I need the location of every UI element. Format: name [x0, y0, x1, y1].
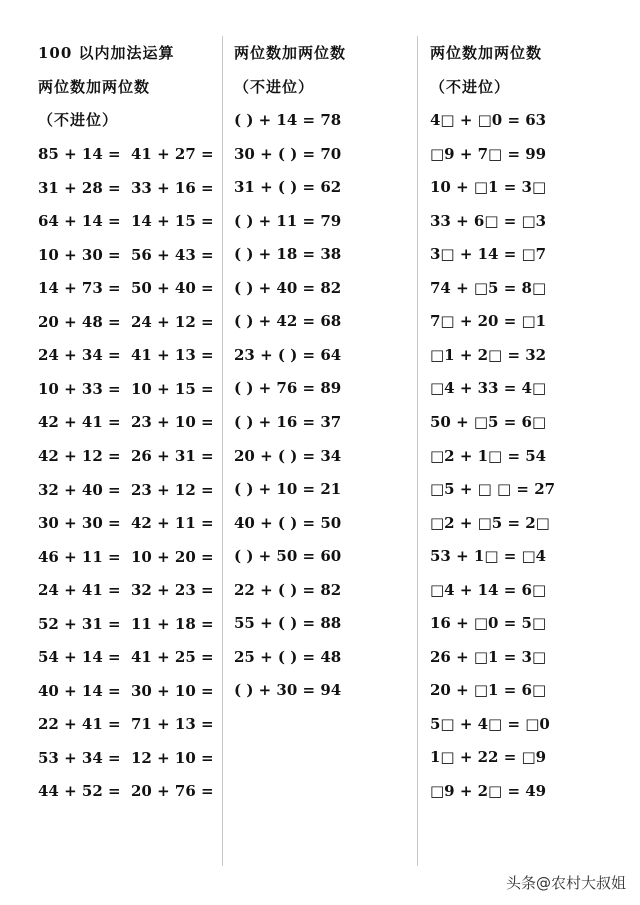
- problem-row: [38, 245, 218, 265]
- digit-box-problem: 7□ + 20 = □1: [430, 312, 547, 331]
- problem-row: [38, 614, 218, 634]
- problem-row: [38, 781, 218, 801]
- problem: 10 + 33 =: [38, 379, 121, 398]
- problem: 14 + 15 =: [131, 212, 214, 231]
- watermark: 头条@农村大叔姐: [505, 874, 626, 892]
- column-3-title: 两位数加两位数: [430, 44, 543, 62]
- digit-box-problem: □2 + □5 = 2□: [430, 513, 550, 532]
- fill-in-problem: ( ) + 11 = 79: [234, 211, 342, 230]
- problem: 30 + 30 =: [38, 514, 121, 533]
- problem: 32 + 23 =: [131, 581, 214, 600]
- problem: 56 + 43 =: [131, 245, 214, 264]
- problem: 41 + 25 =: [131, 648, 214, 667]
- fill-in-problem: ( ) + 76 = 89: [234, 379, 342, 398]
- problem: 32 + 40 =: [38, 480, 121, 499]
- problem: 54 + 14 =: [38, 648, 121, 667]
- problem: 85 + 14 =: [38, 145, 121, 163]
- problem-row: [38, 681, 218, 701]
- problem: 42 + 11 =: [131, 514, 214, 533]
- problem-row: [38, 345, 218, 365]
- fill-in-problem: 55 + ( ) = 88: [234, 614, 342, 633]
- fill-in-problem: ( ) + 18 = 38: [234, 245, 342, 264]
- fill-in-problem: 22 + ( ) = 82: [234, 580, 342, 599]
- digit-box-problem: 50 + □5 = 6□: [430, 412, 547, 431]
- problem: 30 + 10 =: [131, 681, 214, 700]
- problem: 26 + 31 =: [131, 446, 214, 465]
- problem: 11 + 18 =: [131, 614, 214, 633]
- digit-box-problem: □2 + 1□ = 54: [430, 446, 547, 465]
- problem: 33 + 16 =: [131, 178, 214, 197]
- column-3-note: （不进位）: [430, 78, 511, 96]
- problem: 20 + 48 =: [38, 312, 121, 331]
- digit-box-problem: 1□ + 22 = □9: [430, 748, 547, 767]
- digit-box-problem: 4□ + □0 = 63: [430, 111, 547, 129]
- problem-row: [38, 312, 218, 332]
- fill-in-problem: 23 + ( ) = 64: [234, 345, 342, 364]
- column-1-title: 100 以内加法运算: [38, 44, 175, 62]
- problem-row: [38, 714, 218, 734]
- problem-row: [38, 211, 218, 231]
- problem-row: [38, 480, 218, 500]
- problem: 23 + 12 =: [131, 480, 214, 499]
- problem-row: [38, 547, 218, 567]
- problem: 64 + 14 =: [38, 212, 121, 231]
- fill-in-problem: 31 + ( ) = 62: [234, 178, 342, 197]
- problem-row: [38, 379, 218, 399]
- digit-box-problem: □1 + 2□ = 32: [430, 345, 547, 364]
- problem: 20 + 76 =: [131, 782, 214, 801]
- problem-row: [38, 144, 218, 164]
- fill-in-problem: 30 + ( ) = 70: [234, 144, 342, 163]
- problem: 42 + 41 =: [38, 413, 121, 432]
- digit-box-problem: 20 + □1 = 6□: [430, 681, 547, 700]
- fill-in-problem: ( ) + 42 = 68: [234, 312, 342, 331]
- problem: 22 + 41 =: [38, 715, 121, 734]
- digit-box-problem: □4 + 33 = 4□: [430, 379, 547, 398]
- digit-box-problem: □4 + 14 = 6□: [430, 580, 547, 599]
- problem: 10 + 30 =: [38, 245, 121, 264]
- problem-row: [38, 446, 218, 466]
- digit-box-problem: 5□ + 4□ = □0: [430, 714, 550, 733]
- column-divider-1: [222, 36, 223, 866]
- digit-box-problem: 26 + □1 = 3□: [430, 647, 547, 666]
- problem-row: [38, 278, 218, 298]
- problem: 23 + 10 =: [131, 413, 214, 432]
- digit-box-problem: 33 + 6□ = □3: [430, 211, 547, 230]
- digit-box-problem: □9 + 7□ = 99: [430, 144, 547, 163]
- problem: 53 + 34 =: [38, 748, 121, 767]
- fill-in-problem: 40 + ( ) = 50: [234, 513, 342, 532]
- problem: 12 + 10 =: [131, 748, 214, 767]
- problem-row: [38, 513, 218, 533]
- fill-in-problem: ( ) + 40 = 82: [234, 278, 342, 297]
- problem: 40 + 14 =: [38, 681, 121, 700]
- problem: 41 + 13 =: [131, 346, 214, 365]
- problem-row: [38, 412, 218, 432]
- digit-box-problem: 3□ + 14 = □7: [430, 245, 547, 264]
- digit-box-problem: □5 + □ □ = 27: [430, 480, 556, 499]
- problem: 14 + 73 =: [38, 279, 121, 298]
- digit-box-problem: 53 + 1□ = □4: [430, 547, 547, 566]
- column-divider-2: [417, 36, 418, 866]
- problem: 24 + 12 =: [131, 312, 214, 331]
- problem: 44 + 52 =: [38, 782, 121, 801]
- problem-row: [38, 178, 218, 198]
- problem-row: [38, 748, 218, 768]
- fill-in-problem: ( ) + 16 = 37: [234, 412, 342, 431]
- problem: 71 + 13 =: [131, 715, 214, 734]
- column-2-title: 两位数加两位数: [234, 44, 347, 62]
- problem: 24 + 34 =: [38, 346, 121, 365]
- problem: 41 + 27 =: [131, 145, 214, 163]
- problem: 24 + 41 =: [38, 581, 121, 600]
- digit-box-problem: 10 + □1 = 3□: [430, 178, 547, 197]
- digit-box-problem: □9 + 2□ = 49: [430, 782, 547, 800]
- fill-in-problem: ( ) + 50 = 60: [234, 547, 342, 566]
- fill-in-problem: ( ) + 30 = 94: [234, 681, 342, 700]
- problem: 52 + 31 =: [38, 614, 121, 633]
- column-1-subtitle: 两位数加两位数: [38, 78, 151, 96]
- problem: 10 + 20 =: [131, 547, 214, 566]
- problem-row: [38, 647, 218, 667]
- digit-box-problem: 74 + □5 = 8□: [430, 278, 547, 297]
- fill-in-problem: ( ) + 14 = 78: [234, 111, 342, 129]
- fill-in-problem: ( ) + 10 = 21: [234, 480, 342, 499]
- problem: 50 + 40 =: [131, 279, 214, 298]
- problem-row: [38, 580, 218, 600]
- column-1-note: （不进位）: [38, 111, 119, 129]
- problem: 42 + 12 =: [38, 446, 121, 465]
- problem: 10 + 15 =: [131, 379, 214, 398]
- problem: 31 + 28 =: [38, 178, 121, 197]
- fill-in-problem: 20 + ( ) = 34: [234, 446, 342, 465]
- problem: 46 + 11 =: [38, 547, 121, 566]
- fill-in-problem: 25 + ( ) = 48: [234, 647, 342, 666]
- digit-box-problem: 16 + □0 = 5□: [430, 614, 547, 633]
- column-2-note: （不进位）: [234, 78, 315, 96]
